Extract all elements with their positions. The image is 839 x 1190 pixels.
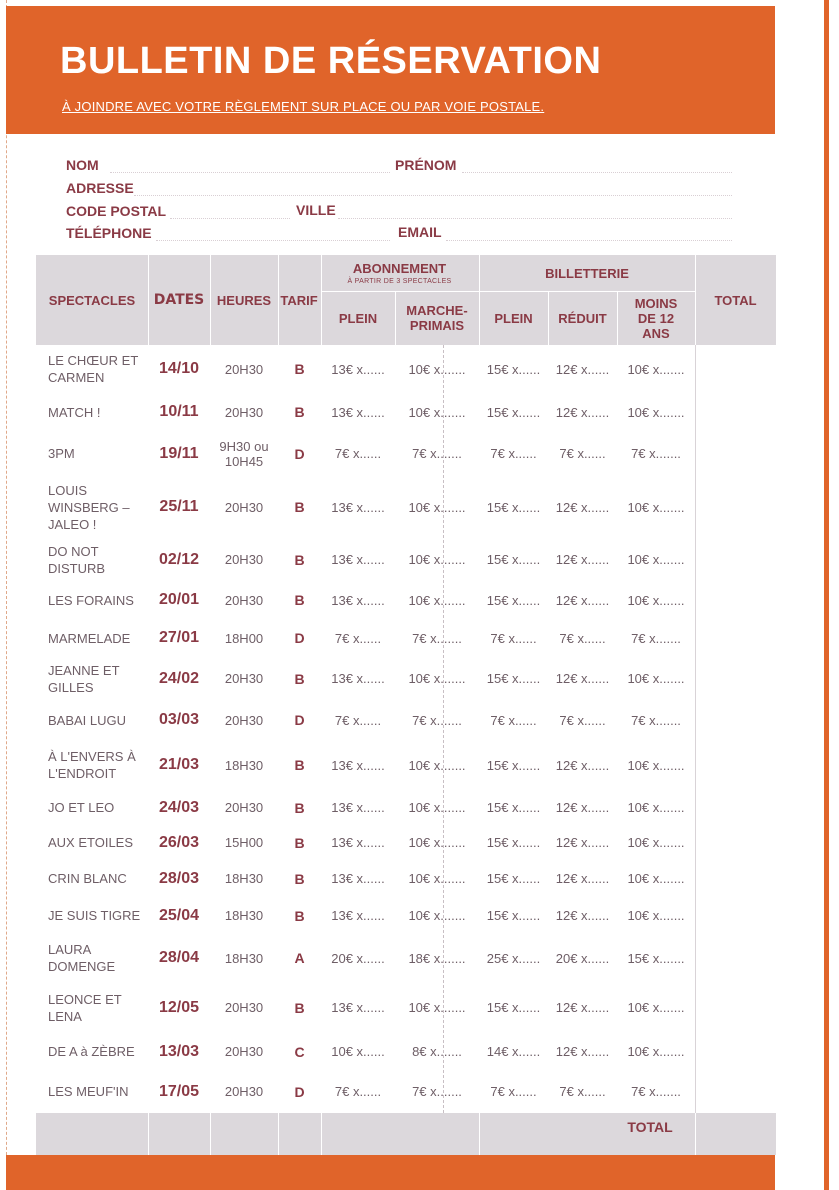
show-title: BABAI LUGU xyxy=(48,712,127,728)
field-adresse-line[interactable] xyxy=(134,195,732,196)
price-p5[interactable]: 10€ x....... xyxy=(627,835,685,850)
price-p2[interactable]: 18€ x....... xyxy=(408,950,466,966)
price-p4[interactable]: 7€ x...... xyxy=(559,630,606,646)
price-p5[interactable]: 7€ x....... xyxy=(631,630,681,646)
price-p1[interactable]: 13€ x...... xyxy=(331,592,385,608)
show-hour: 20H30 xyxy=(224,404,264,420)
header-total: TOTAL xyxy=(714,292,757,308)
show-hour: 20H30 xyxy=(224,712,264,728)
show-title: LE CHŒUR ET CARMEN xyxy=(48,353,139,385)
table-row xyxy=(36,657,776,700)
show-date: 27/01 xyxy=(158,629,200,646)
price-p2[interactable]: 10€ x....... xyxy=(408,592,466,608)
price-p4[interactable]: 12€ x...... xyxy=(555,552,610,567)
page-title: BULLETIN DE RÉSERVATION xyxy=(60,40,602,82)
header-billetterie: BILLETTERIE xyxy=(545,265,629,281)
footer-divider xyxy=(278,1113,279,1155)
price-p2[interactable]: 10€ x....... xyxy=(408,800,466,815)
price-p2[interactable]: 7€ x....... xyxy=(412,712,462,728)
price-p2[interactable]: 10€ x....... xyxy=(408,757,466,773)
price-p2[interactable]: 7€ x....... xyxy=(412,446,462,461)
show-date: 10/11 xyxy=(159,403,199,420)
footer-divider xyxy=(148,1113,149,1155)
header-dates: DATES xyxy=(153,291,205,308)
left-margin-rule xyxy=(6,0,7,1190)
table-row xyxy=(36,897,776,934)
show-tarif: B xyxy=(294,670,305,687)
show-hour: 20H30 xyxy=(224,671,264,686)
header-divider xyxy=(210,255,211,345)
header-plein-abo: PLEIN xyxy=(338,310,378,326)
show-title: CRIN BLANC xyxy=(48,871,127,886)
header-plein-billet: PLEIN xyxy=(494,310,533,326)
price-p5[interactable]: 7€ x....... xyxy=(631,446,681,461)
table-row xyxy=(36,581,776,619)
price-p3[interactable]: 7€ x...... xyxy=(490,446,537,461)
price-p5[interactable]: 10€ x....... xyxy=(627,404,685,420)
field-telephone-line[interactable] xyxy=(156,240,390,241)
price-p1[interactable]: 13€ x...... xyxy=(331,552,385,567)
price-p3[interactable]: 15€ x...... xyxy=(486,1000,541,1015)
show-tarif: B xyxy=(294,870,305,887)
column-divider-billetterie xyxy=(443,345,444,1113)
table-row xyxy=(36,934,776,982)
show-title: LES FORAINS xyxy=(48,592,134,608)
price-p3[interactable]: 15€ x...... xyxy=(486,592,541,608)
table-header xyxy=(36,255,776,345)
footer-divider xyxy=(479,1113,480,1155)
show-tarif: B xyxy=(294,551,305,568)
price-p2[interactable]: 10€ x....... xyxy=(408,404,466,420)
show-title: DO NOT DISTURB xyxy=(48,543,106,576)
table-row xyxy=(36,700,776,740)
price-p4[interactable]: 12€ x...... xyxy=(555,404,610,420)
price-p4[interactable]: 12€ x...... xyxy=(555,361,610,377)
price-p5[interactable]: 10€ x....... xyxy=(627,671,685,686)
label-email: EMAIL xyxy=(398,224,442,240)
price-p3[interactable]: 15€ x...... xyxy=(486,908,541,923)
price-p5[interactable]: 10€ x....... xyxy=(627,1044,685,1059)
table-row xyxy=(36,825,776,860)
price-p2[interactable]: 10€ x....... xyxy=(408,671,466,686)
price-p3[interactable]: 15€ x...... xyxy=(486,871,541,886)
show-hour: 15H00 xyxy=(224,835,264,850)
label-telephone: TÉLÉPHONE xyxy=(66,225,152,241)
price-p4[interactable]: 12€ x...... xyxy=(555,800,610,815)
price-p4[interactable]: 12€ x...... xyxy=(555,835,610,850)
show-tarif: D xyxy=(294,712,305,728)
show-hour: 20H30 xyxy=(224,1084,264,1099)
price-p5[interactable]: 10€ x....... xyxy=(627,871,685,886)
show-tarif: D xyxy=(294,445,305,462)
show-date: 25/04 xyxy=(158,906,200,924)
show-hour: 20H30 xyxy=(224,1044,264,1059)
price-p3[interactable]: 15€ x...... xyxy=(486,499,541,515)
price-p4[interactable]: 7€ x...... xyxy=(559,446,606,461)
show-tarif: B xyxy=(294,907,305,924)
header-heures: HEURES xyxy=(216,292,272,308)
show-date: 26/03 xyxy=(158,833,200,851)
header-abonnement: ABONNEMENT xyxy=(352,260,447,276)
price-p4[interactable]: 12€ x...... xyxy=(555,871,610,886)
price-p5[interactable]: 7€ x....... xyxy=(631,1084,681,1099)
show-date: 14/10 xyxy=(158,360,200,377)
table-row xyxy=(36,538,776,581)
price-p4[interactable]: 12€ x...... xyxy=(555,757,610,773)
price-p3[interactable]: 14€ x...... xyxy=(486,1044,541,1059)
price-p2[interactable]: 10€ x....... xyxy=(408,1000,466,1015)
price-p4[interactable]: 12€ x...... xyxy=(555,671,610,686)
show-hour: 20H30 xyxy=(224,552,264,567)
label-code-postal: CODE POSTAL xyxy=(66,203,167,219)
show-tarif: B xyxy=(294,999,305,1016)
price-p3[interactable]: 15€ x...... xyxy=(486,800,541,815)
table-row xyxy=(36,740,776,790)
header-tarif: TARIF xyxy=(280,292,318,308)
show-title: LES MEUF'IN xyxy=(48,1084,129,1099)
footer-divider xyxy=(210,1113,211,1155)
table-row xyxy=(36,393,776,431)
show-date: 28/03 xyxy=(158,869,200,887)
bottom-bar xyxy=(6,1155,775,1190)
price-p4[interactable]: 7€ x...... xyxy=(559,1084,606,1099)
table-row xyxy=(36,619,776,657)
price-p5[interactable]: 10€ x....... xyxy=(627,757,685,773)
table-row xyxy=(36,860,776,897)
header-abonnement-note: À PARTIR DE 3 SPECTACLES xyxy=(347,278,452,285)
show-hour: 18H30 xyxy=(224,757,264,773)
show-tarif: D xyxy=(294,1083,305,1100)
price-p4[interactable]: 12€ x...... xyxy=(555,1000,610,1015)
show-title: JO ET LEO xyxy=(48,800,115,815)
header-divider xyxy=(695,255,696,345)
header-divider xyxy=(278,255,279,345)
show-date: 24/02 xyxy=(158,669,200,687)
show-date: 02/12 xyxy=(158,550,200,568)
price-p2[interactable]: 10€ x....... xyxy=(408,835,466,850)
price-p1[interactable]: 13€ x...... xyxy=(331,871,385,886)
show-hour: 20H30 xyxy=(224,361,264,377)
header-spectacles: SPECTACLES xyxy=(48,292,136,308)
show-hour: 18H30 xyxy=(224,871,264,886)
price-p5[interactable]: 10€ x....... xyxy=(627,361,685,377)
price-p3[interactable]: 15€ x...... xyxy=(486,671,541,686)
show-title: DE A à ZÈBRE xyxy=(48,1044,135,1059)
price-p5[interactable]: 10€ x....... xyxy=(627,552,685,567)
price-p1[interactable]: 13€ x...... xyxy=(331,757,385,773)
price-p5[interactable]: 10€ x....... xyxy=(627,800,685,815)
price-p3[interactable]: 15€ x...... xyxy=(486,552,541,567)
price-p3[interactable]: 7€ x...... xyxy=(490,712,537,728)
price-p1[interactable]: 13€ x...... xyxy=(331,361,385,377)
show-hour: 20H30 xyxy=(224,800,264,815)
show-title: JE SUIS TIGRE xyxy=(48,908,141,923)
table-row xyxy=(36,1070,776,1113)
price-p5[interactable]: 10€ x....... xyxy=(627,908,685,923)
page-subtitle: À JOINDRE AVEC VOTRE RÈGLEMENT SUR PLACE OU PAR VOIE POSTALE. xyxy=(62,99,545,114)
price-p3[interactable]: 25€ x...... xyxy=(486,950,541,966)
show-title: MATCH ! xyxy=(48,404,101,420)
show-date: 12/05 xyxy=(158,998,200,1016)
show-title: LOUIS WINSBERG – JALEO ! xyxy=(48,482,130,532)
price-p1[interactable]: 13€ x...... xyxy=(331,1000,385,1015)
price-p2[interactable]: 10€ x....... xyxy=(408,361,466,377)
price-p5[interactable]: 10€ x....... xyxy=(627,592,685,608)
show-hour: 20H30 xyxy=(224,592,264,608)
show-hour: 9H30 ou 10H45 xyxy=(219,438,269,469)
price-p1[interactable]: 7€ x...... xyxy=(334,630,382,646)
header-divider xyxy=(548,291,549,345)
header-divider xyxy=(148,255,149,345)
show-tarif: B xyxy=(294,592,305,608)
show-title: JEANNE ET GILLES xyxy=(48,662,120,695)
price-p2[interactable]: 10€ x....... xyxy=(408,908,466,923)
show-tarif: D xyxy=(294,630,305,646)
header-marche-primais: MARCHE-PRIMAIS xyxy=(406,303,468,333)
show-date: 20/01 xyxy=(158,591,200,608)
show-date: 24/03 xyxy=(158,798,200,816)
show-tarif: A xyxy=(294,950,305,966)
field-code-postal-line[interactable] xyxy=(170,218,290,219)
show-title: 3PM xyxy=(48,446,75,461)
show-tarif: B xyxy=(294,799,305,816)
price-p1[interactable]: 7€ x...... xyxy=(334,1084,382,1099)
price-p4[interactable]: 20€ x...... xyxy=(555,950,610,966)
price-p1[interactable]: 13€ x...... xyxy=(331,835,385,850)
price-p5[interactable]: 7€ x....... xyxy=(631,712,681,728)
price-p4[interactable]: 12€ x...... xyxy=(555,499,610,515)
price-p2[interactable]: 10€ x....... xyxy=(408,499,466,515)
show-tarif: B xyxy=(294,361,305,377)
header-reduit: RÉDUIT xyxy=(558,310,607,326)
table-row xyxy=(36,476,776,538)
label-prenom: PRÉNOM xyxy=(395,157,457,173)
show-date: 25/11 xyxy=(159,498,199,515)
show-date: 03/03 xyxy=(158,711,200,728)
show-hour: 18H30 xyxy=(224,908,264,923)
price-p1[interactable]: 13€ x...... xyxy=(331,908,385,923)
header-divider xyxy=(479,255,480,345)
price-p5[interactable]: 10€ x....... xyxy=(627,1000,685,1015)
price-p1[interactable]: 13€ x...... xyxy=(331,671,385,686)
price-p1[interactable]: 7€ x...... xyxy=(334,712,382,728)
show-hour: 18H30 xyxy=(224,950,264,966)
header-divider xyxy=(395,291,396,345)
price-p1[interactable]: 13€ x...... xyxy=(331,800,385,815)
show-title: MARMELADE xyxy=(48,630,131,646)
price-p2[interactable]: 10€ x....... xyxy=(408,552,466,567)
show-date: 19/11 xyxy=(159,444,199,462)
show-tarif: B xyxy=(294,404,305,420)
table-row xyxy=(36,790,776,825)
label-nom: NOM xyxy=(66,157,99,173)
show-title: AUX ETOILES xyxy=(48,835,134,850)
price-p4[interactable]: 12€ x...... xyxy=(555,592,610,608)
label-adresse: ADRESSE xyxy=(66,180,134,196)
header-divider xyxy=(617,291,618,345)
price-p4[interactable]: 7€ x...... xyxy=(559,712,606,728)
field-ville-line[interactable] xyxy=(338,218,732,219)
table-row xyxy=(36,1033,776,1070)
table-row xyxy=(36,345,776,393)
show-hour: 20H30 xyxy=(224,1000,264,1015)
price-p1[interactable]: 10€ x...... xyxy=(331,1044,385,1059)
price-p3[interactable]: 15€ x...... xyxy=(486,404,541,420)
price-p3[interactable]: 15€ x...... xyxy=(486,757,541,773)
show-date: 17/05 xyxy=(158,1082,200,1100)
price-p2[interactable]: 7€ x....... xyxy=(412,630,462,646)
show-title: À L'ENVERS À L'ENDROIT xyxy=(48,749,136,781)
footer-divider xyxy=(321,1113,322,1155)
header-divider xyxy=(321,255,322,345)
title-banner xyxy=(6,6,775,134)
price-p5[interactable]: 15€ x....... xyxy=(627,950,685,966)
price-p3[interactable]: 15€ x...... xyxy=(486,835,541,850)
show-hour: 18H00 xyxy=(224,630,264,646)
column-divider-total xyxy=(695,345,696,1113)
show-title: LEONCE ET LENA xyxy=(48,991,122,1024)
price-p4[interactable]: 12€ x...... xyxy=(555,908,610,923)
price-p2[interactable]: 8€ x....... xyxy=(412,1044,462,1059)
price-p3[interactable]: 15€ x...... xyxy=(486,361,541,377)
price-p2[interactable]: 10€ x....... xyxy=(408,871,466,886)
table-row xyxy=(36,982,776,1033)
footer-divider xyxy=(695,1113,696,1155)
price-p1[interactable]: 13€ x...... xyxy=(331,404,385,420)
field-email-line[interactable] xyxy=(446,240,732,241)
price-p1[interactable]: 7€ x...... xyxy=(334,446,382,461)
price-p5[interactable]: 10€ x....... xyxy=(627,499,685,515)
show-tarif: B xyxy=(294,834,305,851)
price-p1[interactable]: 13€ x...... xyxy=(331,499,385,515)
show-date: 28/04 xyxy=(158,949,200,966)
price-p3[interactable]: 7€ x...... xyxy=(490,1084,537,1099)
show-tarif: B xyxy=(294,499,305,515)
label-ville: VILLE xyxy=(296,202,336,218)
show-title: LAURA DOMENGE xyxy=(48,942,116,974)
show-tarif: B xyxy=(294,757,305,773)
header-divider xyxy=(321,291,695,292)
field-prenom-line[interactable] xyxy=(462,172,732,173)
header-moins-12: MOINS DE 12 ANS xyxy=(634,295,678,341)
field-nom-line[interactable] xyxy=(110,172,390,173)
show-date: 13/03 xyxy=(158,1042,200,1060)
price-p1[interactable]: 20€ x...... xyxy=(331,950,385,966)
show-hour: 20H30 xyxy=(224,499,264,515)
price-p4[interactable]: 12€ x...... xyxy=(555,1044,610,1059)
price-p3[interactable]: 7€ x...... xyxy=(490,630,537,646)
right-edge-strip xyxy=(824,0,829,1190)
footer-total-label: TOTAL xyxy=(627,1119,673,1135)
show-tarif: C xyxy=(294,1043,305,1060)
price-p2[interactable]: 7€ x....... xyxy=(412,1084,462,1099)
table-row xyxy=(36,431,776,476)
show-date: 21/03 xyxy=(158,756,200,773)
